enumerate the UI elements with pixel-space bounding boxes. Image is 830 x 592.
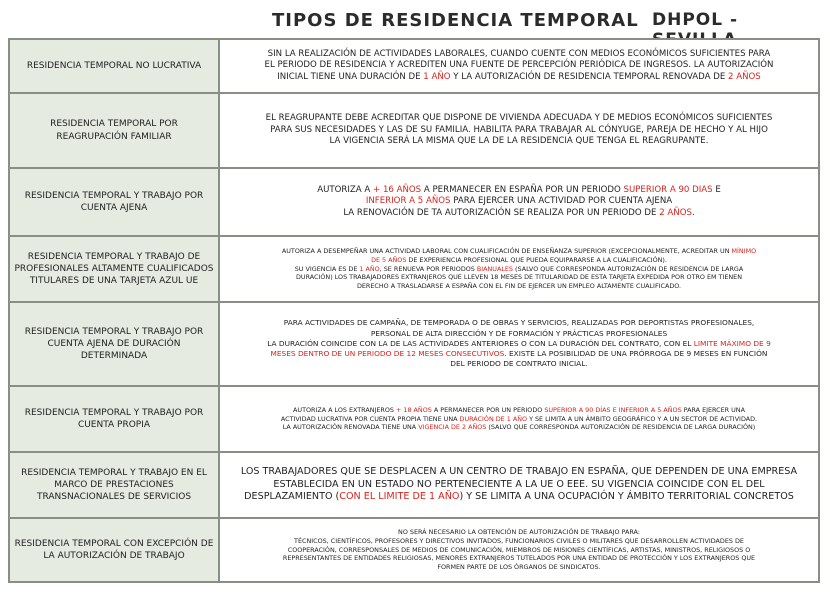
table-row xyxy=(9,518,819,582)
row-description: EL REAGRUPANTE DEBE ACREDITAR QUE DISPONE DE VIVIENDA ADECUADA Y DE MEDIOS ECONÓMICOS SUFICIENTES PARA SUS NECESIDADES Y LAS DE SU FAMILIA. HABILITA PARA TRABAJAR AL CÓNYUGE, PAREJA DE HECHO Y AL HIJO LA VIGENCIA SERÁ LA MISMA QUE LA DE LA RESIDENCIA QUE TENGA EL REAGRUPANTE. xyxy=(219,93,819,168)
highlight: 1 AÑO xyxy=(359,264,380,273)
table-row xyxy=(9,452,819,518)
table-row xyxy=(9,302,819,386)
page-header xyxy=(0,8,830,36)
highlight: DURACIÓN DE 1 AÑO xyxy=(459,414,528,423)
row-label: RESIDENCIA TEMPORAL Y TRABAJO POR CUENTA PROPIA xyxy=(9,386,219,452)
table-row xyxy=(9,386,819,452)
table-row xyxy=(9,39,819,93)
table-row xyxy=(9,236,819,302)
row-label: RESIDENCIA TEMPORAL CON EXCEPCIÓN DE LA AUTORIZACIÓN DE TRABAJO xyxy=(9,518,219,582)
highlight: SUPERIOR A 90 DIAS xyxy=(623,184,713,195)
row-label: RESIDENCIA TEMPORAL NO LUCRATIVA xyxy=(9,39,219,93)
row-description: NO SERÁ NECESARIO LA OBTENCIÓN DE AUTORIZACIÓN DE TRABAJO PARA: TÉCNICOS, CIENTÍFICOS, PROFESORES Y DIRECTIVOS INVITADOS, FUNCIONARIOS CIVILES O MILITARES QUE DESARROLLEN ACTIVIDADES DE COOPERACIÓN, CORRESPONSALES DE MEDIOS DE COMUNICACIÓN, MIEMBROS DE MISIONES CIENTÍFICAS, ARTISTAS, MINISTROS, RELIGIOSOS O REPRESENTANTES DE ENTIDADES RELIGIOSAS, MENORES EXTRANJEROS TUTELADOS POR UNA ENTIDAD DE PROTECCIÓN Y LOS EXTRANJEROS QUE FORMEN PARTE DE LOS ÓRGANOS DE SINDICATOS. xyxy=(219,518,819,582)
row-description: AUTORIZA A DESEMPEÑAR UNA ACTIVIDAD LABORAL CON CUALIFICACIÓN DE ENSEÑANZA SUPERIOR (EXCEPCIONALMENTE, ACREDITAR UN MÍNIMO DE 5 AÑOS DE EXPERIENCIA PROFESIONAL QUE PUEDA EQUIPARARSE A LA CUALIFICACIÓN). SU VIGENCIA ES DE 1 AÑO, SE RENUEVA POR PERIODOS BIANUALES (SALVO QUE CORRESPONDA AUTORIZACIÓN DE RESIDENCIA DE LARGA DURACIÓN) LOS TRABAJADORES EXTRANJEROS QUE LLEVEN 18 MESES DE TITULARIDAD DE ESTA TARJETA EXPEDIDA POR OTRO EM TIENEN DERECHO A TRASLADARSE A ESPAÑA CON EL FIN DE EJERCER UN EMPLEO ALTAMENTE CUALIFICADO. xyxy=(219,236,819,302)
highlight: 2 AÑOS xyxy=(728,71,761,82)
highlight: VIGENCIA DE 2 AÑOS xyxy=(418,423,487,432)
highlight: 2 AÑOS xyxy=(659,207,692,218)
row-description: SIN LA REALIZACIÓN DE ACTIVIDADES LABORALES, CUANDO CUENTE CON MEDIOS ECONÓMICOS SUFICIENTES PARA EL PERIODO DE RESIDENCIA Y ACREDITEN UNA FUENTE DE PERCEPCIÓN PERIÓDICA DE INGRESOS. LA AUTORIZACIÓN INICIAL TIENE UNA DURACIÓN DE 1 AÑO Y LA AUTORIZACIÓN DE RESIDENCIA TEMPORAL RENOVADA DE 2 AÑOS xyxy=(219,39,819,93)
highlight: CON EL LIMITE DE 1 AÑO xyxy=(339,491,460,503)
row-label: RESIDENCIA TEMPORAL POR REAGRUPACIÓN FAMILIAR xyxy=(9,93,219,168)
highlight: MÍNIMO xyxy=(731,246,757,255)
highlight: LIMITE MÁXIMO DE 9 xyxy=(693,338,771,348)
highlight: SUPERIOR A 90 DÍAS E INFERIOR A 5 AÑOS xyxy=(544,405,682,414)
highlight: + 18 AÑOS xyxy=(396,405,432,414)
highlight: 1 AÑO xyxy=(423,71,451,82)
row-description: AUTORIZA A LOS EXTRANJEROS + 18 AÑOS A PERMANECER POR UN PERIODO SUPERIOR A 90 DÍAS E INFERIOR A 5 AÑOS PARA EJERCER UNA ACTIVIDAD LUCRATIVA POR CUENTA PROPIA TIENE UNA DURACIÓN DE 1 AÑO Y SE LIMITA A UN ÁMBITO GEOGRÁFICO Y A UN SECTOR DE ACTIVIDAD. LA AUTORIZACIÓN RENOVADA TIENE UNA VIGENCIA DE 2 AÑOS (SALVO QUE CORRESPONDA AUTORIZACIÓN DE RESIDENCIA DE LARGA DURACIÓN) xyxy=(219,386,819,452)
residence-types-table xyxy=(8,38,820,583)
highlight: INFERIOR A 5 AÑOS xyxy=(365,196,451,207)
row-description: LOS TRABAJADORES QUE SE DESPLACEN A UN CENTRO DE TRABAJO EN ESPAÑA, QUE DEPENDEN DE UNA EMPRESA ESTABLECIDA EN UN ESTADO NO PERTENECIENTE A LA UE O EEE. SU VIGENCIA COINCIDE CON EL DEL DESPLAZAMIENTO (CON EL LIMITE DE 1 AÑO) Y SE LIMITA A UNA OCUPACIÓN Y ÁMBITO TERRITORIAL CONCRETOS xyxy=(219,452,819,518)
row-description: PARA ACTIVIDADES DE CAMPAÑA, DE TEMPORADA O DE OBRAS Y SERVICIOS, REALIZADAS POR DEPORTISTAS PROFESIONALES, PERSONAL DE ALTA DIRECCIÓN Y DE FORMACIÓN Y PRÁCTICAS PROFESIONALES LA DURACIÓN COINCIDE CON LA DE LAS ACTIVIDADES ANTERIORES O CON LA DURACIÓN DEL CONTRATO, CON EL LIMITE MÁXIMO DE 9 MESES DENTRO DE UN PERIODO DE 12 MESES CONSECUTIVOS. EXISTE LA POSIBILIDAD DE UNA PRÓRROGA DE 9 MESES EN FUNCIÓN DEL PERIODO DE CONTRATO INICIAL. xyxy=(219,302,819,386)
page-title: TIPOS DE RESIDENCIA TEMPORAL xyxy=(272,10,639,31)
row-description: AUTORIZA A + 16 AÑOS A PERMANECER EN ESPAÑA POR UN PERIODO SUPERIOR A 90 DIAS E INFERIOR A 5 AÑOS PARA EJERCER UNA ACTIVIDAD POR CUENTA AJENA LA RENOVACIÓN DE TA AUTORIZACIÓN SE REALIZA POR UN PERIODO DE 2 AÑOS. xyxy=(219,168,819,236)
highlight: MESES DENTRO DE UN PERIODO DE 12 MESES CONSECUTIVOS xyxy=(270,349,505,359)
row-label: RESIDENCIA TEMPORAL Y TRABAJO EN EL MARCO DE PRESTACIONES TRANSNACIONALES DE SERVICIOS xyxy=(9,452,219,518)
row-label: RESIDENCIA TEMPORAL Y TRABAJO POR CUENTA AJENA xyxy=(9,168,219,236)
row-label: RESIDENCIA TEMPORAL Y TRABAJO DE PROFESIONALES ALTAMENTE CUALIFICADOS TITULARES DE UNA TARJETA AZUL UE xyxy=(9,236,219,302)
organization-label: DHPOL - xyxy=(652,10,739,30)
table-row xyxy=(9,93,819,168)
highlight: BIANUALES xyxy=(476,264,513,273)
highlight: + 16 AÑOS xyxy=(373,184,422,195)
table-row xyxy=(9,168,819,236)
row-label: RESIDENCIA TEMPORAL Y TRABAJO POR CUENTA AJENA DE DURACIÓN DETERMINADA xyxy=(9,302,219,386)
highlight: DE 5 AÑOS xyxy=(371,255,407,264)
